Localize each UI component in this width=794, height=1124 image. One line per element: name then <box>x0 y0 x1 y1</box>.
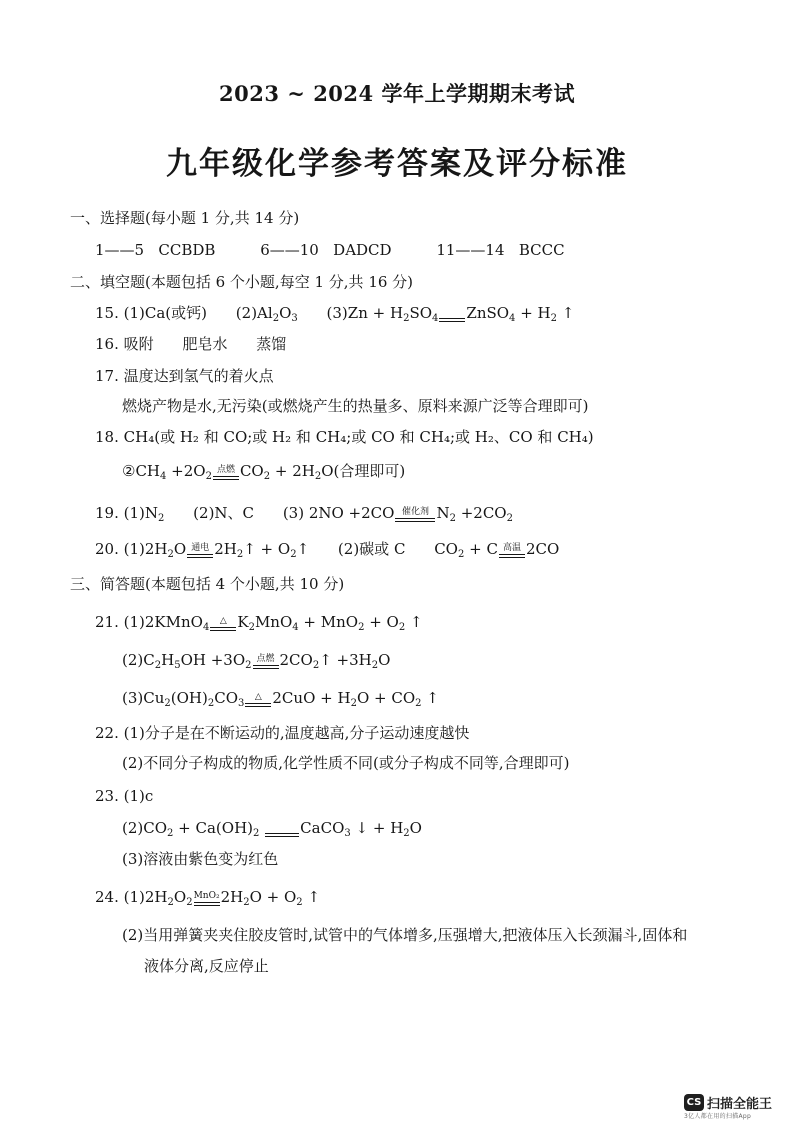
answer-letters: DADCD <box>333 241 392 259</box>
question-23-line-1 <box>95 786 153 806</box>
answer-part: +2CO <box>455 504 507 522</box>
answer-part: (2)C <box>122 651 155 669</box>
question-number: 21. <box>95 613 119 631</box>
question-21-line-1: 21. (1)2KMnO$_4$ △ $K_2MnO_4 + MnO_2 + O_2$ ↑ <box>95 613 423 633</box>
answer-part: H <box>161 651 175 669</box>
answer-letters: BCCC <box>518 241 565 259</box>
answer-part: N <box>436 504 450 522</box>
answer-part: 2CO <box>525 540 560 558</box>
answer-part: OH +3O <box>180 651 246 669</box>
answer-part: (2)N、C <box>193 504 255 522</box>
question-24-line-3: 液体分离,反应停止 <box>144 957 269 975</box>
question-19: 19. $(1)N_2$ (2)N、C (3) 2NO +2CO 催化剂 $N_2 +2CO_2$ <box>95 504 513 524</box>
answer-part: 吸附 <box>123 335 154 353</box>
answer-part: (OH) <box>170 689 208 707</box>
question-21-line-2: $(2)C_2H_5OH +3O_2$ 点燃 $2CO_2↑ +3H_2O$ <box>122 651 391 671</box>
exam-title: 2023 ~ 2024 学年上学期期末考试 <box>219 81 575 106</box>
answer-part: (1)2KMnO <box>123 613 203 631</box>
section-2-heading: 二、填空题(本题包括 6 个小题,每空 1 分,共 16 分) <box>70 273 414 291</box>
question-number: 20. <box>95 540 119 558</box>
answer-range: 11——14 <box>436 241 505 259</box>
scanner-tagline: 3亿人都在用的扫描App <box>684 1113 752 1120</box>
question-24-line-1: 24. $(1)2H_2O_2$ MnO₂ $2H_2O + O_2$ ↑ <box>95 888 321 908</box>
answer-part: CO <box>214 689 239 707</box>
question-24-line-2: (2)当用弹簧夹夹住胶皮管时,试管中的气体增多,压强增大,把液体压入长颈漏斗,固体和 <box>122 926 688 944</box>
answer-part: 2H <box>220 888 244 906</box>
question-18-line-1 <box>95 427 594 447</box>
equals-sign <box>265 822 299 837</box>
choice-answers-row <box>95 240 565 260</box>
equals-sign <box>439 307 465 322</box>
answer-part: (1)2H <box>123 540 168 558</box>
question-number: 24. <box>95 888 119 906</box>
reaction-condition: 催化剂 <box>395 507 435 522</box>
scanner-app-name: 扫描全能王 <box>707 1097 773 1112</box>
question-22-line-2: (2)不同分子构成的物质,化学性质不同(或分子构成不同等,合理即可) <box>122 754 570 772</box>
gas-arrow: ↑ <box>410 613 423 631</box>
answer-part: 蒸馏 <box>256 335 287 353</box>
question-number: 19. <box>95 504 119 522</box>
answer-part: (1)分子是在不断运动的,温度越高,分子运动速度越快 <box>123 724 470 742</box>
answer-range: 1——5 <box>95 241 145 259</box>
answer-part: (2)碳或 C <box>337 540 406 558</box>
question-17-line-1 <box>95 366 274 386</box>
answer-part: + Ca(OH) <box>173 819 254 837</box>
question-21-line-3: $(3)Cu_2(OH)_2CO_3$ △ $2CuO + H_2O + CO_2$ ↑ <box>122 689 439 709</box>
question-number: 17. <box>95 367 119 385</box>
question-22-line-1 <box>95 723 469 743</box>
question-23-line-3: (3)溶液由紫色变为红色 <box>122 850 279 868</box>
question-15: 15. (1)Ca(或钙) $(2)Al_2O_3$ $(3)Zn + H_2SO_4$ ZnSO$_4$ + $H_2$ ↑ <box>95 304 575 324</box>
answer-part: O(合理即可) <box>321 462 406 480</box>
answer-range: 6——10 <box>260 241 319 259</box>
gas-arrow: ↑ <box>561 304 575 322</box>
scanner-logo-icon: CS <box>684 1094 704 1111</box>
gas-arrow: ↑ <box>296 540 310 558</box>
reaction-condition: MnO₂ <box>194 891 220 906</box>
reaction-condition: 通电 <box>187 543 213 558</box>
reaction-condition: 点燃 <box>253 654 279 669</box>
question-16 <box>95 334 286 354</box>
answer-part: + MnO <box>298 613 359 631</box>
answer-part: ②CH <box>122 462 161 480</box>
gas-arrow: ↑ <box>426 689 439 707</box>
section-1-heading: 一、选择题(每小题 1 分,共 14 分) <box>70 209 300 227</box>
answer-part: + 2H <box>270 462 315 480</box>
question-20: 20. $(1)2H_2O$ 通电 $2H_2↑$ + $O_2↑$ (2)碳或 C $CO_2 + C$ 高温 2CO <box>95 540 560 560</box>
answer-part: (2)CO <box>122 819 168 837</box>
question-number: 22. <box>95 724 119 742</box>
answer-part: (3)Cu <box>122 689 165 707</box>
answer-part: (1)2H <box>123 888 168 906</box>
question-number: 18. <box>95 428 119 446</box>
answer-part: O <box>173 540 187 558</box>
section-3-heading: 三、简答题(本题包括 4 个小题,共 10 分) <box>70 575 345 593</box>
question-number: 16. <box>95 335 119 353</box>
answer-part: 温度达到氢气的着火点 <box>123 367 274 385</box>
answer-part: (1)c <box>123 787 154 805</box>
reaction-condition: 点燃 <box>213 465 239 480</box>
answer-part: ↑ +3H <box>319 651 372 669</box>
answer-part: ↓ + H <box>355 819 404 837</box>
answer-part: 肥皂水 <box>182 335 228 353</box>
reaction-condition: 高温 <box>499 543 525 558</box>
answer-part: (2)Al <box>235 304 273 322</box>
question-23-line-2: $(2)CO_2 + Ca(OH)_2$ CaCO$_3$ ↓ + $H_2O$ <box>122 819 422 839</box>
answer-part: (3) 2NO +2CO <box>282 504 395 522</box>
answer-part: O <box>409 819 422 837</box>
answer-part: 2CuO + H <box>272 689 351 707</box>
answer-part: O + CO <box>356 689 416 707</box>
answer-part: CH₄(或 H₂ 和 CO;或 H₂ 和 CH₄;或 CO 和 CH₄;或 H₂、CO 和 CH₄) <box>123 428 594 446</box>
answer-part: ZnSO <box>466 304 510 322</box>
answer-part: ↑ + O <box>243 540 291 558</box>
answer-part: O <box>173 888 187 906</box>
answer-part: SO <box>409 304 433 322</box>
gas-arrow: ↑ <box>307 888 321 906</box>
answer-part: O + O <box>249 888 297 906</box>
answer-part: +2O <box>166 462 206 480</box>
answer-part: 2H <box>214 540 237 558</box>
answer-part: 2CO <box>279 651 313 669</box>
scanner-watermark <box>684 1092 772 1112</box>
answer-part: + C <box>464 540 498 558</box>
answer-part: CaCO <box>300 819 345 837</box>
question-18-line-2: $②CH_4 +2O_2$ 点燃 $CO_2 + 2H_2O$(合理即可) <box>122 462 406 482</box>
answer-part: O <box>279 304 292 322</box>
answer-part: CO <box>434 540 458 558</box>
answer-part: + O <box>364 613 399 631</box>
question-17-line-2: 燃烧产物是水,无污染(或燃烧产生的热量多、原料来源广泛等合理即可) <box>122 397 589 415</box>
reaction-condition: △ <box>245 692 271 707</box>
reaction-condition: △ <box>210 616 236 631</box>
question-number: 23. <box>95 787 119 805</box>
answer-part: (1)Ca(或钙) <box>123 304 208 322</box>
answer-part: + H <box>515 304 551 322</box>
document-title: 九年级化学参考答案及评分标准 <box>166 146 628 182</box>
answer-part: (3)Zn + H <box>326 304 404 322</box>
answer-part: K <box>237 613 249 631</box>
answer-part: O <box>378 651 391 669</box>
question-number: 15. <box>95 304 119 322</box>
answer-part: MnO <box>254 613 293 631</box>
answer-part: CO <box>239 462 264 480</box>
answer-letters: CCBDB <box>158 241 216 259</box>
answer-part: (1)N <box>123 504 159 522</box>
